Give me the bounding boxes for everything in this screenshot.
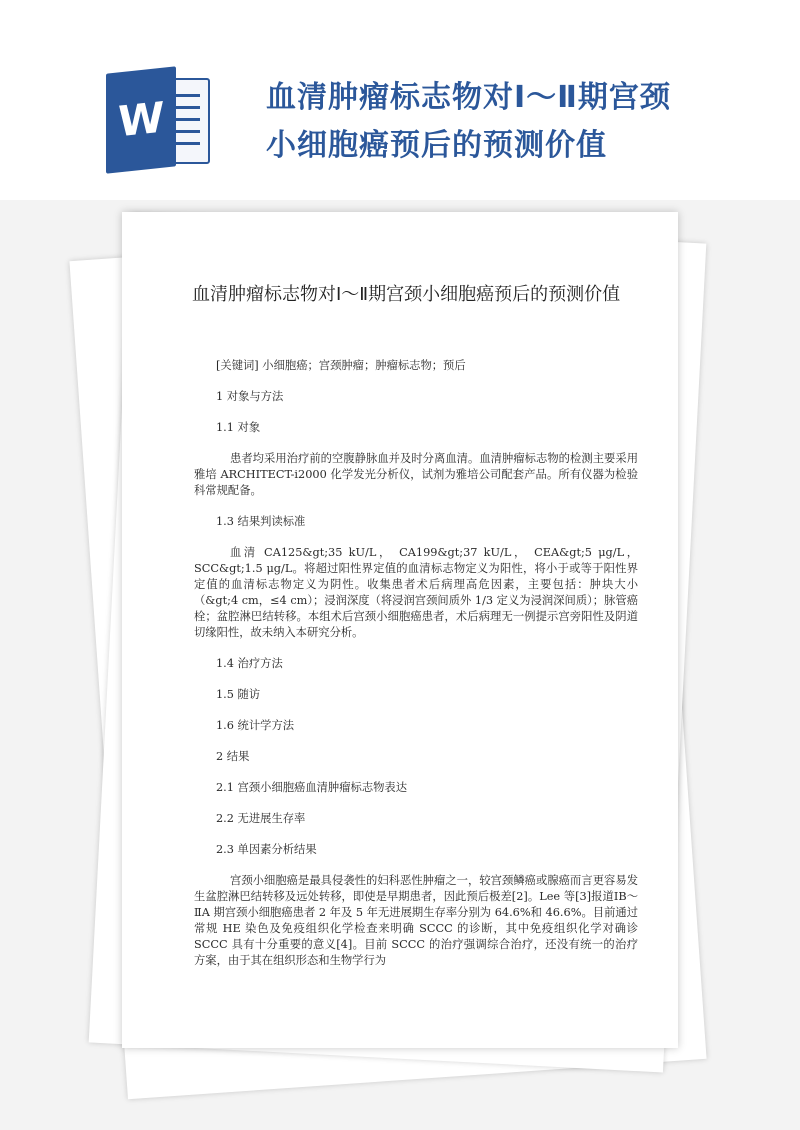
section-heading: 2.3 单因素分析结果 [216,843,317,856]
section-heading: 1.6 统计学方法 [216,719,295,732]
word-doc-icon [106,70,214,170]
paragraph: 血清 CA125&gt;35 kU/L， CA199&gt;37 kU/L， CEA&gt;5 μg/L，SCC&gt;1.5 μg/L。将超过阳性界定值的血清标志物定义为阳性，将小于或等于阳性界定值的血清标志物定义为阴性。收集患者术后病理高危因素，主要包括：肿块大小（&gt;4 cm，≤4 cm）；浸润深度（将浸润宫颈间质外 1/3 定义为浸润深间质）；脉管癌栓；盆腔淋巴结转移。本组术后宫颈小细胞癌患者，术后病理无一例提示宫旁阳性及阴道切缘阳性，故未纳入本研究分析。 [194,546,638,639]
section-heading: 2.1 宫颈小细胞癌血清肿瘤标志物表达 [216,781,408,794]
keywords: [关键词] 小细胞癌；宫颈肿瘤；肿瘤标志物；预后 [216,359,466,372]
section-heading: 1.3 结果判读标准 [216,515,306,528]
document-title: 血清肿瘤标志物对Ⅰ～Ⅱ期宫颈小细胞癌预后的预测价值 [192,284,621,305]
section-heading: 2 结果 [216,750,250,763]
section-heading: 1.4 治疗方法 [216,657,283,670]
paragraph: 患者均采用治疗前的空腹静脉血并及时分离血清。血清肿瘤标志物的检测主要采用雅培 ARCHITECT-i2000 化学发光分析仪，试剂为雅培公司配套产品。所有仪器为检验科常规配备。 [194,452,638,497]
document-body [194,358,638,984]
banner-title: 血清肿瘤标志物对Ⅰ～Ⅱ期宫颈小细胞癌预后的预测价值 [266,80,671,163]
section-heading: 1.1 对象 [216,421,261,434]
section-heading: 1 对象与方法 [216,390,284,403]
section-heading: 1.5 随访 [216,688,261,701]
document-page [122,212,678,1048]
paragraph: 宫颈小细胞癌是最具侵袭性的妇科恶性肿瘤之一，较宫颈鳞癌或腺癌而言更容易发生盆腔淋巴结转移及远处转移，即使是早期患者，因此预后极差[2]。Lee 等[3]报道ⅠB～ⅡA 期宫颈小细胞癌患者 2 年及 5 年无进展期生存率分别为 64.6%和 46.6%。目前通过常规 HE 染色及免疫组织化学检查来明确 SCCC 的诊断，其中免疫组织化学对确诊 SCCC 具有十分重要的意义[4]。目前 SCCC 的治疗强调综合治疗，还没有统一的治疗方案，由于其在组织形态和生物学行为 [194,874,638,967]
banner [0,0,800,200]
word-letter: W [106,66,176,173]
section-heading: 2.2 无进展生存率 [216,812,306,825]
